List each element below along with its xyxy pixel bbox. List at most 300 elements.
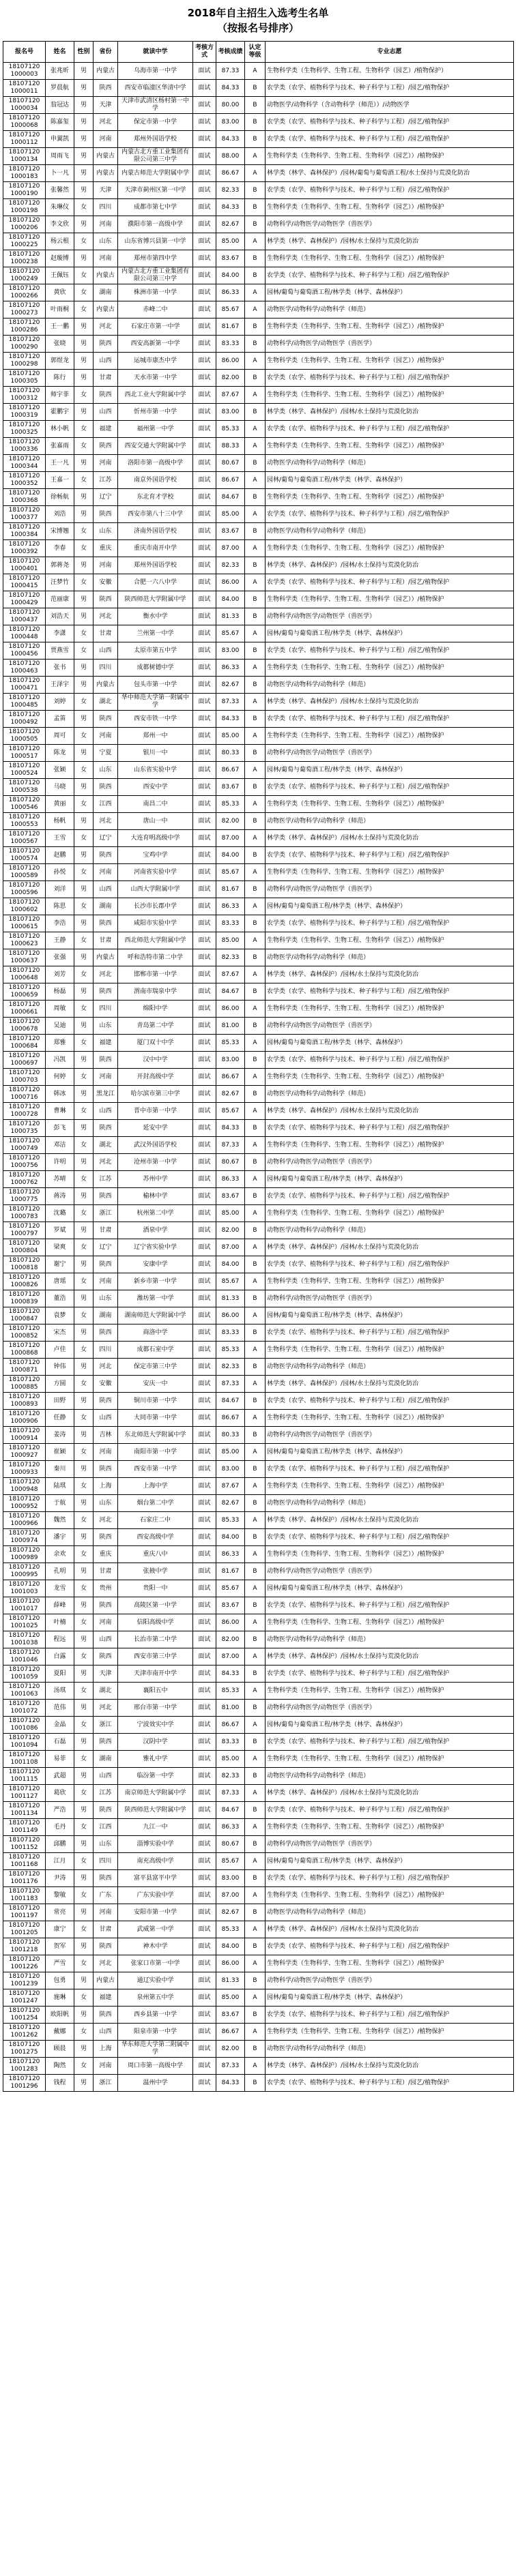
cell-name: 顾晨 xyxy=(46,2041,74,2058)
cell-grade: A xyxy=(245,762,266,779)
table-row xyxy=(3,1393,514,1410)
cell-school: 华中师范大学第一附属中学 xyxy=(118,694,193,711)
table-row xyxy=(3,506,514,523)
cell-major: 林学类（林学、森林保护）/园林/水土保持与荒漠化防治 xyxy=(266,1239,514,1256)
table-row xyxy=(3,728,514,745)
cell-school: 西安市第八十三中学 xyxy=(118,506,193,523)
table-row xyxy=(3,1546,514,1563)
cell-name: 程远 xyxy=(46,1631,74,1648)
cell-province: 陕西 xyxy=(94,1052,118,1069)
cell-id: 18107120 1000415 xyxy=(3,574,46,591)
cell-grade: B xyxy=(245,1290,266,1307)
cell-id: 18107120 1000661 xyxy=(3,1001,46,1018)
cell-method: 面试 xyxy=(193,779,216,796)
cell-name: 袁梦 xyxy=(46,1307,74,1324)
cell-name: 陈行 xyxy=(46,370,74,387)
cell-method: 面试 xyxy=(193,591,216,608)
cell-name: 刘芳 xyxy=(46,966,74,983)
table-row xyxy=(3,1086,514,1103)
cell-name: 王一鹏 xyxy=(46,319,74,336)
cell-school: 绵阳中学 xyxy=(118,1001,193,1018)
cell-id: 18107120 1000596 xyxy=(3,881,46,898)
cell-gender: 女 xyxy=(74,966,94,983)
table-row xyxy=(3,1324,514,1342)
cell-gender: 男 xyxy=(74,1870,94,1887)
cell-major: 农学类（农学、植物科学与技术、种子科学与工程）/园艺/植物保护 xyxy=(266,1188,514,1205)
cell-province: 甘肃 xyxy=(94,625,118,642)
cell-method: 面试 xyxy=(193,489,216,506)
cell-school: 通辽实验中学 xyxy=(118,1972,193,1989)
cell-method: 面试 xyxy=(193,148,216,165)
cell-name: 张强 xyxy=(46,949,74,966)
cell-school: 济南外国语学校 xyxy=(118,523,193,540)
cell-province: 陕西 xyxy=(94,438,118,455)
cell-school: 银川一中 xyxy=(118,745,193,762)
cell-score: 85.67 xyxy=(216,1853,245,1870)
cell-id: 18107120 1000384 xyxy=(3,523,46,540)
cell-grade: B xyxy=(245,1972,266,1989)
cell-method: 面试 xyxy=(193,1188,216,1205)
cell-method: 面试 xyxy=(193,1819,216,1836)
cell-id: 18107120 1000783 xyxy=(3,1205,46,1222)
cell-school: 商洛中学 xyxy=(118,1324,193,1342)
cell-school: 内蒙古师范大学附属中学 xyxy=(118,165,193,182)
cell-school: 青岛第二中学 xyxy=(118,1018,193,1035)
cell-id: 18107120 1001003 xyxy=(3,1580,46,1597)
cell-score: 86.00 xyxy=(216,353,245,370)
cell-name: 金晶 xyxy=(46,1717,74,1734)
cell-major: 生物科学类（生物科学、生物工程、生物科学（园艺））/植物保护 xyxy=(266,1614,514,1631)
cell-method: 面试 xyxy=(193,1256,216,1273)
cell-score: 83.67 xyxy=(216,523,245,540)
cell-id: 18107120 1000818 xyxy=(3,1256,46,1273)
cell-score: 80.33 xyxy=(216,1427,245,1444)
cell-id: 18107120 1000448 xyxy=(3,625,46,642)
cell-id: 18107120 1000906 xyxy=(3,1410,46,1427)
cell-gender: 男 xyxy=(74,404,94,421)
cell-id: 18107120 1000804 xyxy=(3,1239,46,1256)
cell-major: 农学类（农学、植物科学与技术、种子科学与工程）/园艺/植物保护 xyxy=(266,421,514,438)
table-row xyxy=(3,233,514,250)
cell-id: 18107120 1001262 xyxy=(3,2024,46,2041)
cell-score: 82.67 xyxy=(216,1086,245,1103)
table-row xyxy=(3,131,514,148)
cell-id: 18107120 1000893 xyxy=(3,1393,46,1410)
cell-major: 生物科学类（生物科学、生物工程、生物科学（园艺））/植物保护 xyxy=(266,1273,514,1290)
cell-gender: 女 xyxy=(74,1614,94,1631)
cell-province: 宁夏 xyxy=(94,745,118,762)
cell-grade: A xyxy=(245,1444,266,1461)
cell-grade: B xyxy=(245,1359,266,1376)
cell-id: 18107120 1000927 xyxy=(3,1444,46,1461)
cell-name: 马晓 xyxy=(46,779,74,796)
cell-id: 18107120 1000429 xyxy=(3,591,46,608)
cell-score: 85.00 xyxy=(216,1989,245,2007)
cell-province: 上海 xyxy=(94,2041,118,2058)
cell-name: 孟笛 xyxy=(46,711,74,728)
cell-score: 84.33 xyxy=(216,2075,245,2092)
cell-method: 面试 xyxy=(193,915,216,932)
cell-name: 范伟 xyxy=(46,1700,74,1717)
table-row xyxy=(3,1785,514,1802)
cell-school: 西安市铁一中学 xyxy=(118,711,193,728)
table-row xyxy=(3,1631,514,1648)
cell-gender: 男 xyxy=(74,353,94,370)
cell-province: 河南 xyxy=(94,864,118,881)
cell-grade: A xyxy=(245,1751,266,1768)
cell-name: 叶雨桐 xyxy=(46,301,74,319)
cell-gender: 女 xyxy=(74,1512,94,1529)
cell-major: 林学类（林学、森林保护）/园林/水土保持与荒漠化防治 xyxy=(266,557,514,574)
cell-major: 园林/葡萄与葡萄酒工程/林学类（林学、森林保护） xyxy=(266,472,514,489)
cell-school: 武威第一中学 xyxy=(118,1921,193,1938)
cell-gender: 女 xyxy=(74,1410,94,1427)
cell-score: 80.67 xyxy=(216,1836,245,1853)
cell-gender: 男 xyxy=(74,557,94,574)
cell-province: 河南 xyxy=(94,728,118,745)
cell-name: 卜一凡 xyxy=(46,165,74,182)
cell-gender: 女 xyxy=(74,642,94,660)
cell-name: 黄欣 xyxy=(46,284,74,301)
table-row xyxy=(3,1665,514,1683)
cell-score: 85.00 xyxy=(216,506,245,523)
cell-score: 81.67 xyxy=(216,319,245,336)
cell-province: 河南 xyxy=(94,1273,118,1290)
table-row xyxy=(3,796,514,813)
cell-school: 株洲市第一中学 xyxy=(118,284,193,301)
cell-gender: 女 xyxy=(74,1137,94,1154)
cell-method: 面试 xyxy=(193,864,216,881)
cell-score: 83.00 xyxy=(216,114,245,131)
cell-major: 农学类（农学、植物科学与技术、种子科学与工程）/园艺/植物保护 xyxy=(266,1461,514,1478)
cell-grade: B xyxy=(245,199,266,216)
cell-method: 面试 xyxy=(193,165,216,182)
cell-method: 面试 xyxy=(193,1120,216,1137)
table-row xyxy=(3,779,514,796)
table-row xyxy=(3,421,514,438)
cell-name: 易菲 xyxy=(46,1751,74,1768)
cell-grade: A xyxy=(245,284,266,301)
cell-grade: B xyxy=(245,1563,266,1580)
cell-school: 呼和浩特市第二中学 xyxy=(118,949,193,966)
cell-score: 85.33 xyxy=(216,1683,245,1700)
cell-name: 王一凡 xyxy=(46,455,74,472)
cell-province: 天津 xyxy=(94,182,118,199)
cell-province: 江苏 xyxy=(94,472,118,489)
table-row xyxy=(3,1222,514,1239)
cell-method: 面试 xyxy=(193,711,216,728)
cell-name: 申翼凯 xyxy=(46,131,74,148)
cell-grade: B xyxy=(245,489,266,506)
cell-grade: B xyxy=(245,847,266,864)
cell-school: 西安中学 xyxy=(118,779,193,796)
cell-province: 重庆 xyxy=(94,540,118,557)
cell-gender: 男 xyxy=(74,1393,94,1410)
cell-gender: 女 xyxy=(74,387,94,404)
cell-school: 福州第一中学 xyxy=(118,421,193,438)
cell-score: 83.33 xyxy=(216,336,245,353)
cell-name: 朱琳仪 xyxy=(46,199,74,216)
cell-grade: B xyxy=(245,523,266,540)
table-row xyxy=(3,1989,514,2007)
table-row xyxy=(3,455,514,472)
cell-province: 江西 xyxy=(94,796,118,813)
cell-school: 天津市蓟州区第一中学 xyxy=(118,182,193,199)
cell-major: 农学类（农学、植物科学与技术、种子科学与工程）/园艺/植物保护 xyxy=(266,847,514,864)
cell-grade: B xyxy=(245,1870,266,1887)
cell-gender: 男 xyxy=(74,983,94,1001)
cell-score: 87.00 xyxy=(216,1887,245,1904)
cell-grade: A xyxy=(245,165,266,182)
cell-school: 苏州中学 xyxy=(118,1171,193,1188)
table-row xyxy=(3,1512,514,1529)
cell-method: 面试 xyxy=(193,1324,216,1342)
cell-grade: B xyxy=(245,97,266,114)
cell-score: 86.00 xyxy=(216,1955,245,1972)
cell-school: 南充高级中学 xyxy=(118,1853,193,1870)
cell-id: 18107120 1000298 xyxy=(3,353,46,370)
cell-major: 农学类（农学、植物科学与技术、种子科学与工程）/园艺/植物保护 xyxy=(266,1052,514,1069)
cell-method: 面试 xyxy=(193,1001,216,1018)
cell-score: 82.00 xyxy=(216,1631,245,1648)
cell-id: 18107120 1000933 xyxy=(3,1461,46,1478)
cell-score: 87.33 xyxy=(216,63,245,80)
cell-grade: B xyxy=(245,642,266,660)
cell-major: 生物科学类（生物科学、生物工程、生物科学（园艺））/植物保护 xyxy=(266,1683,514,1700)
cell-province: 河北 xyxy=(94,114,118,131)
cell-province: 陕西 xyxy=(94,1256,118,1273)
cell-id: 18107120 1000344 xyxy=(3,455,46,472)
cell-major: 生物科学类（生物科学、生物工程、生物科学（园艺））/植物保护 xyxy=(266,353,514,370)
cell-name: 罗斌 xyxy=(46,1222,74,1239)
cell-province: 山东 xyxy=(94,523,118,540)
cell-name: 宋博翘 xyxy=(46,523,74,540)
cell-name: 杨帆 xyxy=(46,813,74,830)
cell-name: 施琳 xyxy=(46,1989,74,2007)
cell-id: 18107120 1000826 xyxy=(3,1273,46,1290)
cell-method: 面试 xyxy=(193,847,216,864)
cell-grade: A xyxy=(245,966,266,983)
cell-gender: 男 xyxy=(74,1154,94,1171)
cell-method: 面试 xyxy=(193,1307,216,1324)
cell-name: 曹琳 xyxy=(46,1103,74,1120)
cell-method: 面试 xyxy=(193,1887,216,1904)
cell-gender: 女 xyxy=(74,932,94,949)
cell-name: 贺军 xyxy=(46,1938,74,1955)
cell-gender: 男 xyxy=(74,1802,94,1819)
cell-score: 80.67 xyxy=(216,1154,245,1171)
cell-score: 85.33 xyxy=(216,1921,245,1938)
cell-name: 吴迪 xyxy=(46,1018,74,1035)
cell-name: 陈思 xyxy=(46,898,74,915)
cell-school: 烟台第二中学 xyxy=(118,1495,193,1512)
cell-gender: 男 xyxy=(74,1222,94,1239)
cell-score: 85.00 xyxy=(216,1751,245,1768)
cell-method: 面试 xyxy=(193,131,216,148)
cell-method: 面试 xyxy=(193,1751,216,1768)
cell-name: 张嘉雨 xyxy=(46,438,74,455)
cell-id: 18107120 1000206 xyxy=(3,216,46,233)
table-row xyxy=(3,813,514,830)
cell-school: 榆林中学 xyxy=(118,1188,193,1205)
table-row xyxy=(3,1870,514,1887)
cell-school: 厦门双十中学 xyxy=(118,1035,193,1052)
cell-province: 陕西 xyxy=(94,80,118,97)
cell-id: 18107120 1001086 xyxy=(3,1717,46,1734)
cell-gender: 男 xyxy=(74,114,94,131)
cell-school: 西北工业大学附属中学 xyxy=(118,387,193,404)
cell-id: 18107120 1001152 xyxy=(3,1836,46,1853)
cell-gender: 女 xyxy=(74,2058,94,2075)
cell-province: 山西 xyxy=(94,353,118,370)
cell-school: 天水市第一中学 xyxy=(118,370,193,387)
cell-score: 84.33 xyxy=(216,1120,245,1137)
cell-school: 长沙市长郡中学 xyxy=(118,898,193,915)
cell-name: 周雨飞 xyxy=(46,148,74,165)
cell-province: 湖北 xyxy=(94,1137,118,1154)
cell-province: 山西 xyxy=(94,404,118,421)
cell-province: 内蒙古 xyxy=(94,267,118,284)
cell-name: 崔颖 xyxy=(46,1444,74,1461)
cell-school: 东北师范大学附属中学 xyxy=(118,1427,193,1444)
cell-id: 18107120 1000684 xyxy=(3,1035,46,1052)
cell-score: 87.00 xyxy=(216,1239,245,1256)
cell-id: 18107120 1000574 xyxy=(3,847,46,864)
table-row xyxy=(3,489,514,506)
cell-grade: B xyxy=(245,319,266,336)
roster-table xyxy=(3,41,514,2092)
cell-grade: A xyxy=(245,1205,266,1222)
cell-major: 生物科学类（生物科学、生物工程、生物科学（园艺））/植物保护 xyxy=(266,250,514,267)
cell-province: 陕西 xyxy=(94,591,118,608)
cell-name: 沈璐 xyxy=(46,1205,74,1222)
cell-id: 18107120 1000735 xyxy=(3,1120,46,1137)
table-row xyxy=(3,1444,514,1461)
cell-id: 18107120 1000290 xyxy=(3,336,46,353)
cell-id: 18107120 1001226 xyxy=(3,1955,46,1972)
cell-gender: 女 xyxy=(74,1785,94,1802)
cell-name: 王佩钰 xyxy=(46,267,74,284)
cell-major: 动物医学/动物科学/动物科学（师范） xyxy=(266,677,514,694)
cell-method: 面试 xyxy=(193,1904,216,1921)
cell-grade: A xyxy=(245,1648,266,1665)
cell-gender: 女 xyxy=(74,796,94,813)
cell-province: 四川 xyxy=(94,1853,118,1870)
cell-score: 86.00 xyxy=(216,1307,245,1324)
cell-province: 陕西 xyxy=(94,1648,118,1665)
cell-major: 农学类（农学、植物科学与技术、种子科学与工程）/园艺/植物保护 xyxy=(266,1665,514,1683)
cell-school: 西安高新第一中学 xyxy=(118,336,193,353)
cell-method: 面试 xyxy=(193,1427,216,1444)
cell-score: 83.67 xyxy=(216,779,245,796)
cell-grade: B xyxy=(245,1154,266,1171)
cell-province: 河南 xyxy=(94,1614,118,1631)
cell-province: 山东 xyxy=(94,1495,118,1512)
cell-method: 面试 xyxy=(193,1700,216,1717)
cell-province: 内蒙古 xyxy=(94,677,118,694)
cell-school: 山东省博兴县第一中学 xyxy=(118,233,193,250)
cell-score: 85.67 xyxy=(216,1580,245,1597)
table-row xyxy=(3,1478,514,1495)
cell-major: 林学类（林学、森林保护）/园林/水土保持与荒漠化防治 xyxy=(266,2058,514,2075)
cell-grade: B xyxy=(245,1529,266,1546)
cell-name: 郑雅 xyxy=(46,1035,74,1052)
cell-score: 82.33 xyxy=(216,1359,245,1376)
table-row xyxy=(3,1307,514,1324)
cell-province: 四川 xyxy=(94,660,118,677)
cell-school: 石家庄市第一中学 xyxy=(118,319,193,336)
cell-school: 郑州外国语学校 xyxy=(118,131,193,148)
cell-school: 上海中学 xyxy=(118,1478,193,1495)
cell-id: 18107120 1001168 xyxy=(3,1853,46,1870)
cell-method: 面试 xyxy=(193,182,216,199)
cell-method: 面试 xyxy=(193,1205,216,1222)
cell-school: 杭州第二中学 xyxy=(118,1205,193,1222)
cell-grade: A xyxy=(245,1614,266,1631)
cell-score: 82.67 xyxy=(216,1495,245,1512)
table-row xyxy=(3,1290,514,1307)
cell-province: 湖南 xyxy=(94,1751,118,1768)
cell-gender: 女 xyxy=(74,1239,94,1256)
cell-major: 生物科学类（生物科学、生物工程、生物科学（园艺））/植物保护 xyxy=(266,1410,514,1427)
cell-gender: 男 xyxy=(74,2007,94,2024)
cell-grade: B xyxy=(245,267,266,284)
cell-school: 宁波效实中学 xyxy=(118,1717,193,1734)
cell-school: 重庆市南开中学 xyxy=(118,540,193,557)
cell-major: 动物医学/动物科学/动物科学（师范） xyxy=(266,813,514,830)
table-row xyxy=(3,915,514,932)
cell-grade: A xyxy=(245,574,266,591)
cell-score: 81.33 xyxy=(216,1290,245,1307)
cell-score: 82.67 xyxy=(216,1904,245,1921)
cell-score: 82.33 xyxy=(216,557,245,574)
cell-school: 咸阳市实验中学 xyxy=(118,915,193,932)
table-row xyxy=(3,1188,514,1205)
cell-name: 徐畅航 xyxy=(46,489,74,506)
cell-school: 东北育才学校 xyxy=(118,489,193,506)
cell-method: 面试 xyxy=(193,1444,216,1461)
cell-grade: B xyxy=(245,779,266,796)
cell-grade: A xyxy=(245,694,266,711)
cell-gender: 男 xyxy=(74,1904,94,1921)
cell-score: 86.33 xyxy=(216,284,245,301)
cell-grade: B xyxy=(245,336,266,353)
header-name: 姓名 xyxy=(46,42,74,63)
cell-major: 农学类（农学、植物科学与技术、种子科学与工程）/园艺/植物保护 xyxy=(266,1597,514,1614)
cell-method: 面试 xyxy=(193,881,216,898)
cell-major: 林学类（林学、森林保护）/园林/水土保持与荒漠化防治 xyxy=(266,404,514,421)
table-row xyxy=(3,642,514,660)
cell-id: 18107120 1000392 xyxy=(3,540,46,557)
cell-grade: B xyxy=(245,1052,266,1069)
cell-province: 山东 xyxy=(94,1018,118,1035)
table-row xyxy=(3,898,514,915)
table-row xyxy=(3,438,514,455)
cell-grade: B xyxy=(245,250,266,267)
cell-province: 福建 xyxy=(94,1035,118,1052)
cell-id: 18107120 1000112 xyxy=(3,131,46,148)
cell-score: 87.33 xyxy=(216,694,245,711)
cell-name: 周敏 xyxy=(46,1001,74,1018)
cell-grade: A xyxy=(245,1785,266,1802)
cell-school: 新乡市第一中学 xyxy=(118,1273,193,1290)
cell-name: 刘浩天 xyxy=(46,608,74,625)
cell-name: 韩冰 xyxy=(46,1086,74,1103)
cell-school: 南京师范大学附属中学 xyxy=(118,1785,193,1802)
cell-name: 李浩 xyxy=(46,915,74,932)
cell-gender: 男 xyxy=(74,80,94,97)
cell-method: 面试 xyxy=(193,1461,216,1478)
